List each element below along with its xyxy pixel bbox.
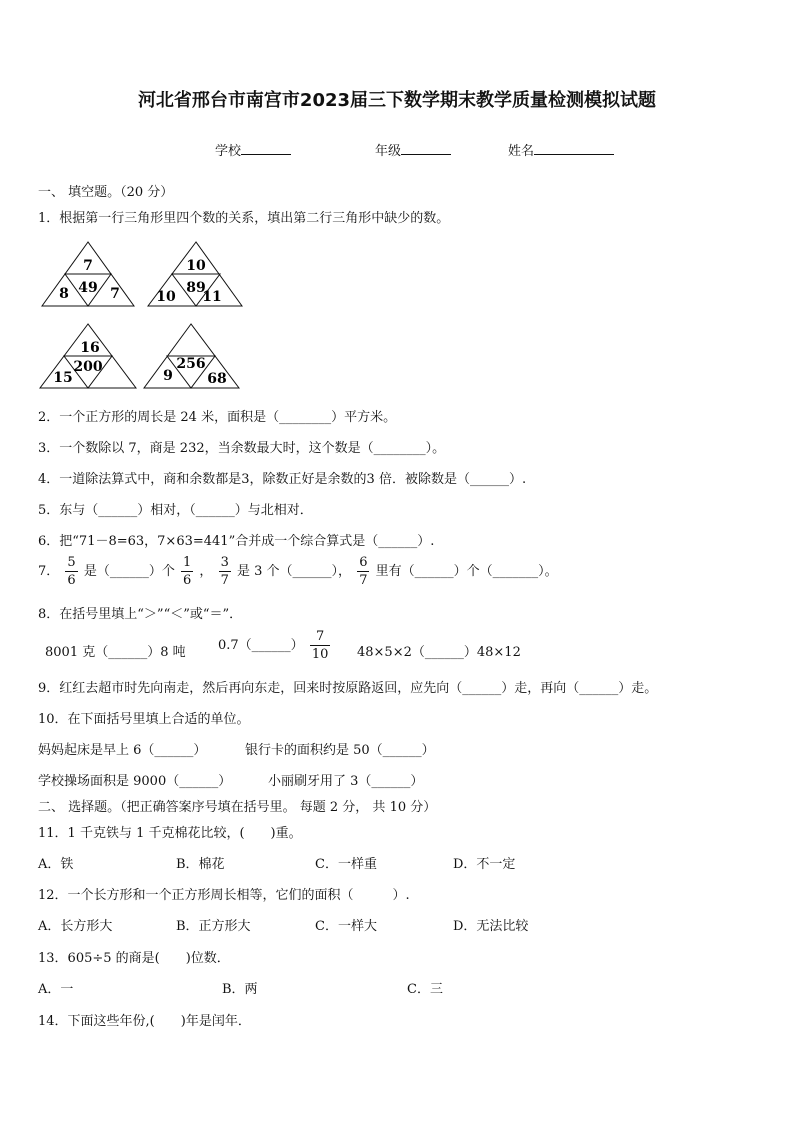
school-field [215, 140, 291, 159]
name-label: 姓名 [508, 144, 535, 159]
q7-fraction-5-6: $\frac{5}{6}$ [67, 555, 76, 588]
q7-text-a: 是（______）个 [83, 564, 175, 579]
question-2: 2．一个正方形的周长是 24 米，面积是（________）平方米。 [38, 410, 397, 425]
triangles-figure [36, 238, 256, 398]
school-label: 学校 [215, 144, 242, 159]
question-3: 3．一个数除以 7，商是 232，当余数最大时，这个数是（________）。 [38, 441, 446, 456]
question-9: 9．红红去超市时先向南走，然后再向东走，回来时按原路返回，应先向（______）走，再向（______）走。 [38, 681, 658, 696]
triangle-1-left: 8 [59, 286, 69, 302]
q11-option-a[interactable]: A．铁 [38, 857, 74, 872]
triangle-4-left: 9 [163, 368, 173, 384]
q7-text-d: 里有（______）个（_______）。 [375, 564, 558, 579]
q10-item-a: 妈妈起床是早上 6（______） [38, 743, 207, 758]
triangle-3-left: 15 [53, 370, 73, 386]
triangle-1-right: 7 [110, 286, 120, 302]
q11-option-d[interactable]: D．不一定 [453, 857, 516, 872]
q10-item-d: 小丽刷牙用了 3（______） [268, 774, 424, 789]
section-2-heading: 二、 选择题。（把正确答案序号填在括号里。 每题 2 分， 共 10 分） [38, 800, 437, 815]
q12-option-c[interactable]: C．一样大 [315, 919, 377, 934]
section-1-heading: 一、 填空题。（20 分） [38, 185, 174, 200]
question-7 [38, 556, 558, 587]
triangle-4 [144, 324, 239, 388]
q8-fraction-7-10: $\frac{7}{10}$ [311, 629, 329, 662]
triangle-3-center: 200 [73, 359, 103, 375]
q12-option-b[interactable]: B．正方形大 [176, 919, 251, 934]
q11-option-c[interactable]: C．一样重 [315, 857, 377, 872]
triangle-2-top: 10 [186, 258, 206, 274]
q8-item-c: 48×5×2（______）48×12 [357, 645, 521, 660]
q8-item-b-text: 0.7（______） [218, 638, 304, 653]
q11-option-b[interactable]: B．棉花 [176, 857, 225, 872]
q13-option-c[interactable]: C．三 [407, 982, 443, 997]
triangle-3 [40, 324, 136, 388]
q7-fraction-6-7: $\frac{6}{7}$ [359, 555, 368, 588]
q8-item-b [218, 630, 332, 661]
triangle-3-top: 16 [80, 340, 100, 356]
q12-option-d[interactable]: D．无法比较 [453, 919, 529, 934]
q8-item-a: 8001 克（______）8 吨 [45, 645, 186, 660]
triangle-1-top: 7 [83, 258, 93, 274]
grade-label: 年级 [375, 144, 402, 159]
q10-item-c: 学校操场面积是 9000（______） [38, 774, 232, 789]
q7-fraction-3-7: $\frac{3}{7}$ [220, 555, 229, 588]
question-12: 12．一个长方形和一个正方形周长相等，它们的面积（ ）. [38, 888, 410, 903]
triangle-4-center: 256 [176, 356, 206, 372]
question-14: 14．下面这些年份,( )年是闰年． [38, 1014, 251, 1029]
question-11: 11．1 千克铁与 1 千克棉花比较，( )重。 [38, 826, 302, 841]
triangle-1-center: 49 [78, 280, 98, 296]
q12-option-a[interactable]: A．长方形大 [38, 919, 113, 934]
triangle-1 [42, 242, 134, 306]
school-blank[interactable] [241, 142, 291, 155]
name-field [508, 140, 614, 159]
question-4: 4．一道除法算式中，商和余数都是3，除数正好是余数的3 倍．被除数是（______）. [38, 472, 527, 487]
triangle-2 [148, 242, 242, 306]
triangle-4-right: 68 [207, 371, 227, 387]
question-13: 13．605÷5 的商是( )位数． [38, 951, 230, 966]
question-6: 6．把“71－8=63，7×63=441”合并成一个综合算式是（______）. [38, 534, 435, 549]
q13-option-a[interactable]: A．一 [38, 982, 74, 997]
triangle-2-right: 11 [202, 289, 222, 305]
name-blank[interactable] [534, 142, 614, 155]
grade-field [375, 140, 451, 159]
q7-text-c: 是 3 个（______）， [237, 564, 352, 579]
question-5: 5．东与（______）相对，（______）与北相对． [38, 503, 313, 518]
q7-fraction-1-6: $\frac{1}{6}$ [183, 555, 192, 588]
q7-text-b: ， [199, 564, 213, 579]
question-1: 1．根据第一行三角形里四个数的关系，填出第二行三角形中缺少的数。 [38, 211, 450, 226]
grade-blank[interactable] [401, 142, 451, 155]
page-title: 河北省邢台市南宫市2023届三下数学期末教学质量检测模拟试题 [137, 90, 657, 111]
question-8: 8．在括号里填上“＞”“＜”或“＝”． [38, 607, 243, 622]
triangle-2-center: 89 [186, 280, 206, 296]
triangle-2-left: 10 [156, 289, 176, 305]
question-10: 10．在下面括号里填上合适的单位。 [38, 712, 250, 727]
q7-number: 7． [38, 564, 60, 579]
q10-item-b: 银行卡的面积约是 50（______） [245, 743, 435, 758]
q13-option-b[interactable]: B．两 [222, 982, 258, 997]
